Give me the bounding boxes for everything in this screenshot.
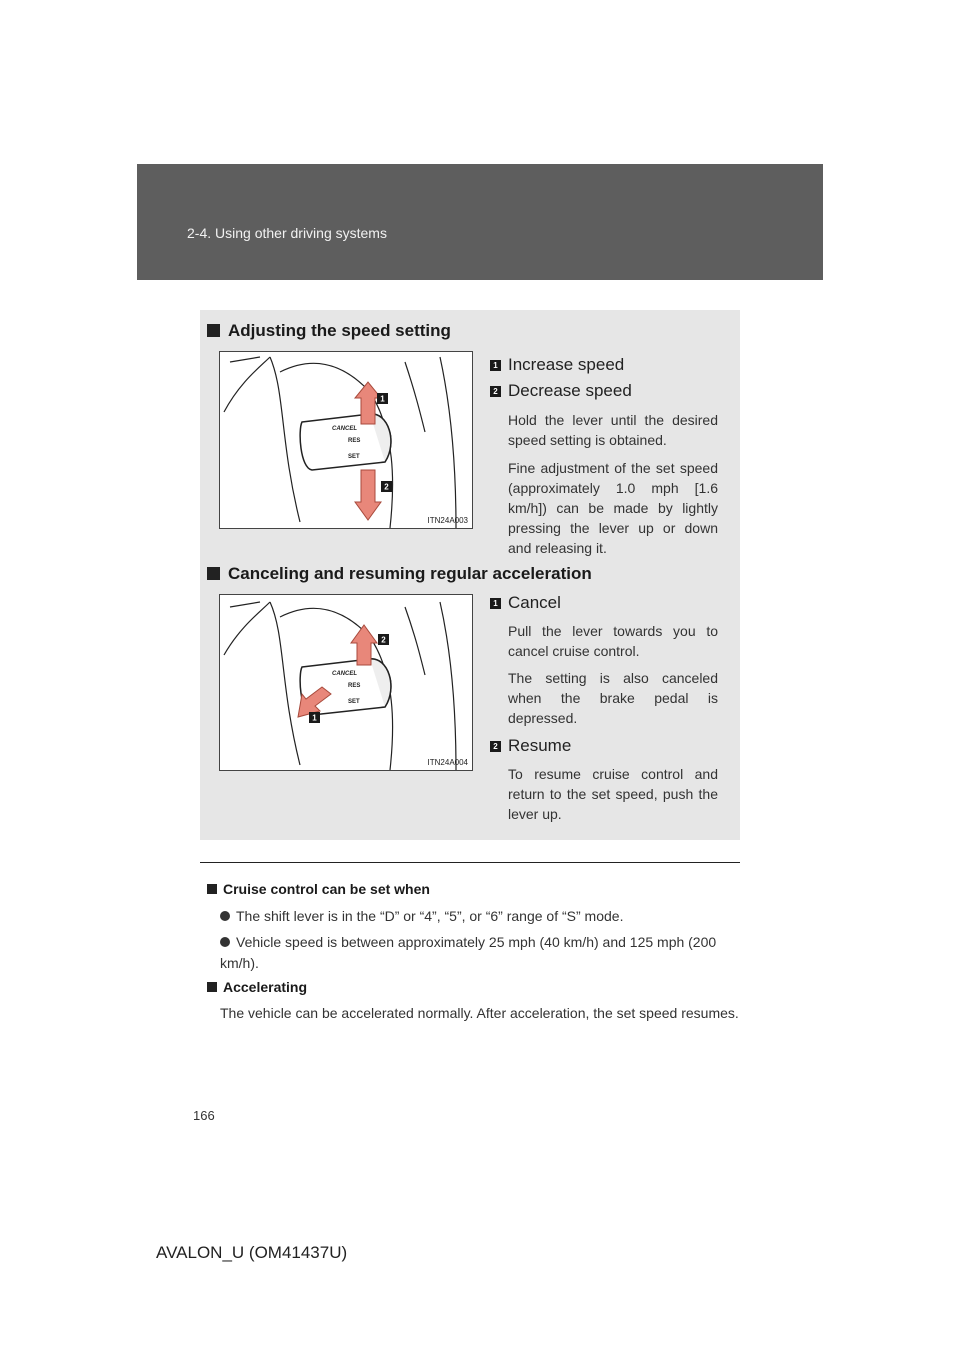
- lever-set-label: SET: [348, 699, 360, 705]
- number-badge: 1: [490, 360, 501, 371]
- note-title-text: Accelerating: [223, 979, 308, 995]
- bullet-vehicle-speed: [220, 932, 740, 974]
- lever-cancel-label: CANCEL: [332, 671, 357, 677]
- divider: [200, 862, 740, 863]
- figure-code: ITN24A004: [427, 758, 468, 767]
- svg-text:1: 1: [312, 713, 317, 723]
- figure-cancel-resume: [219, 594, 473, 771]
- bullet-text: The shift lever is in the “D” or “4”, “5”, or “6” range of “S” mode.: [236, 908, 624, 924]
- note-title-accelerating: [207, 979, 307, 995]
- section-title-adjusting: [207, 321, 451, 341]
- note-title-cruise-set: [207, 881, 430, 897]
- lever-set-label: SET: [348, 454, 360, 460]
- svg-text:2: 2: [381, 635, 386, 645]
- section-title-text: Canceling and resuming regular acceleration: [228, 564, 592, 583]
- figure-adjusting-speed: [219, 351, 473, 529]
- item-increase-speed: [490, 355, 624, 375]
- bullet-text: Vehicle speed is between approximately 25 mph (40 km/h) and 125 mph (200 km/h).: [220, 934, 717, 971]
- item-label: Cancel: [508, 593, 561, 612]
- square-bullet-icon: [207, 884, 217, 894]
- item-decrease-speed: [490, 381, 632, 401]
- bullet-dot-icon: [220, 937, 230, 947]
- paragraph-brake-pedal: The setting is also canceled when the brake pedal is depressed.: [508, 670, 718, 726]
- item-label: Decrease speed: [508, 381, 632, 400]
- section-title-canceling: [207, 564, 592, 584]
- item-label: Increase speed: [508, 355, 625, 374]
- page-number: 166: [193, 1108, 215, 1123]
- lever-illustration: [220, 595, 472, 770]
- note-title-text: Cruise control can be set when: [223, 881, 430, 897]
- number-badge: 2: [490, 386, 501, 397]
- lever-cancel-label: CANCEL: [332, 426, 357, 432]
- number-badge: 1: [490, 598, 501, 609]
- svg-text:1: 1: [380, 394, 385, 404]
- lever-res-label: RES: [348, 438, 361, 444]
- item-cancel: [490, 593, 561, 613]
- section-breadcrumb: 2-4. Using other driving systems: [187, 225, 387, 241]
- paragraph-pull-lever: Pull the lever towards you to cancel cruise control.: [508, 623, 718, 659]
- lever-illustration: [220, 352, 472, 528]
- svg-text:2: 2: [384, 482, 389, 492]
- document-code: AVALON_U (OM41437U): [156, 1243, 348, 1262]
- square-bullet-icon: [207, 982, 217, 992]
- paragraph-hold-lever: Hold the lever until the desired speed setting is obtained.: [508, 412, 718, 448]
- square-bullet-icon: [207, 567, 220, 580]
- lever-res-label: RES: [348, 683, 361, 689]
- bullet-shift-lever: [220, 906, 740, 927]
- paragraph-resume: To resume cruise control and return to the set speed, push the lever up.: [508, 766, 718, 822]
- header-band: [137, 164, 823, 280]
- section-title-text: Adjusting the speed setting: [228, 321, 451, 340]
- note-accelerating-text: The vehicle can be accelerated normally. After acceleration, the set speed resumes.: [220, 1005, 739, 1021]
- square-bullet-icon: [207, 324, 220, 337]
- item-resume: [490, 736, 571, 756]
- item-label: Resume: [508, 736, 572, 755]
- figure-code: ITN24A003: [427, 516, 468, 525]
- paragraph-fine-adjustment: Fine adjustment of the set speed (approximately 1.0 mph [1.6 km/h]) can be made by lightly pressing the lever up or down and releasing it.: [508, 460, 718, 556]
- bullet-dot-icon: [220, 911, 230, 921]
- number-badge: 2: [490, 741, 501, 752]
